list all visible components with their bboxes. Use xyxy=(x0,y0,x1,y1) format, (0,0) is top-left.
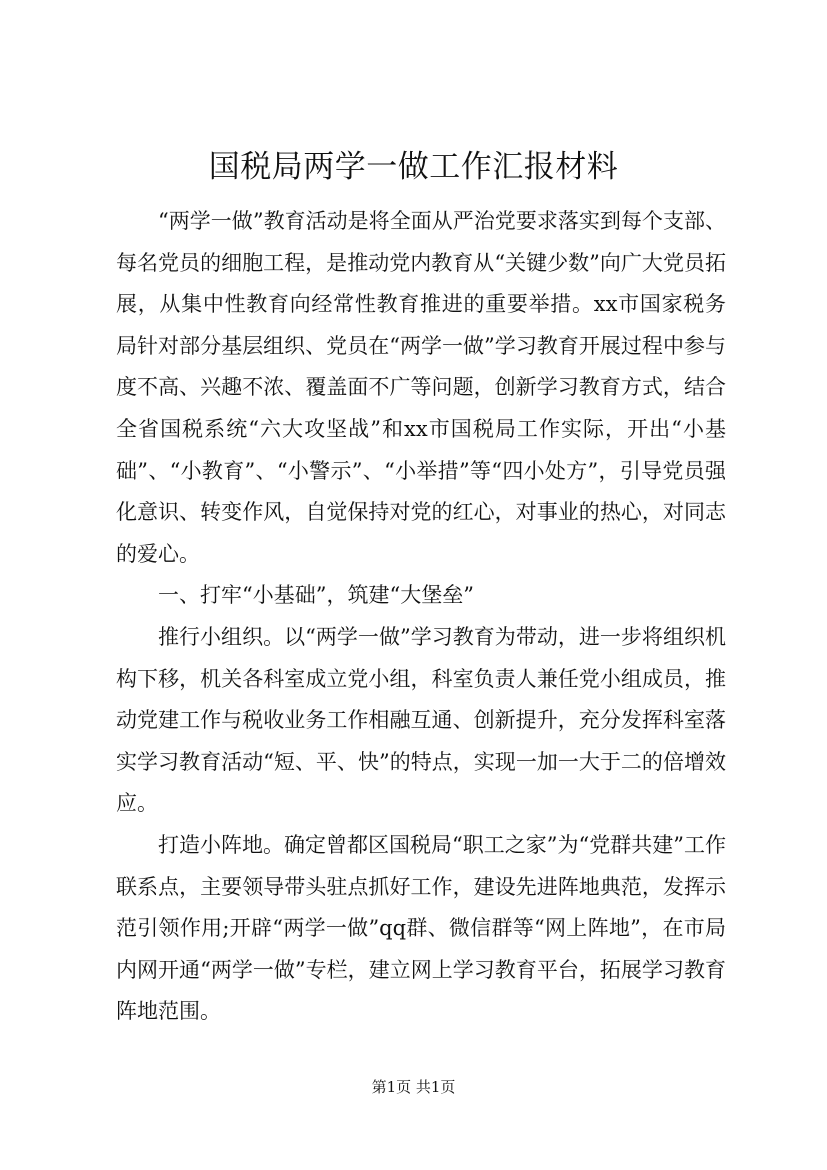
paragraph-intro: “两学一做”教育活动是将全面从严治党要求落实到每个支部、每名党员的细胞工程，是推动党内教育从“关键少数”向广大党员拓展，从集中性教育向经常性教育推进的重要举措。xx市国家税务局针对部分基层组织、党员在“两学一做”学习教育开展过程中参与度不高、兴趣不浓、覆盖面不广等问题，创新学习教育方式，结合全省国税系统“六大攻坚战”和xx市国税局工作实际，开出“小基础”、“小教育”、“小警示”、“小举措”等“四小处方”，引导党员强化意识、转变作风，自觉保持对党的红心，对事业的热心，对同志的爱心。 xyxy=(116,209,726,566)
document-body xyxy=(116,201,726,1033)
section-heading-1: 一、打牢“小基础”，筑建“大堡垒” xyxy=(158,583,474,608)
paragraph-small-position: 打造小阵地。确定曾都区国税局“职工之家”为“党群共建”工作联系点，主要领导带头驻点抓好工作，建设先进阵地典范，发挥示范引领作用;开辟“两学一做”qq群、微信群等“网上阵地”，在市局内网开通“两学一做”专栏，建立网上学习教育平台，拓展学习教育阵地范围。 xyxy=(116,832,726,1024)
paragraph-small-organization: 推行小组织。以“两学一做”学习教育为带动，进一步将组织机构下移，机关各科室成立党小组，科室负责人兼任党小组成员，推动党建工作与税收业务工作相融互通、创新提升，充分发挥科室落实学习教育活动“短、平、快”的特点，实现一加一大于二的倍增效应。 xyxy=(116,624,726,816)
page-footer: 第1页 共1页 xyxy=(371,1078,456,1096)
document-title: 国税局两学一做工作汇报材料 xyxy=(208,149,619,185)
